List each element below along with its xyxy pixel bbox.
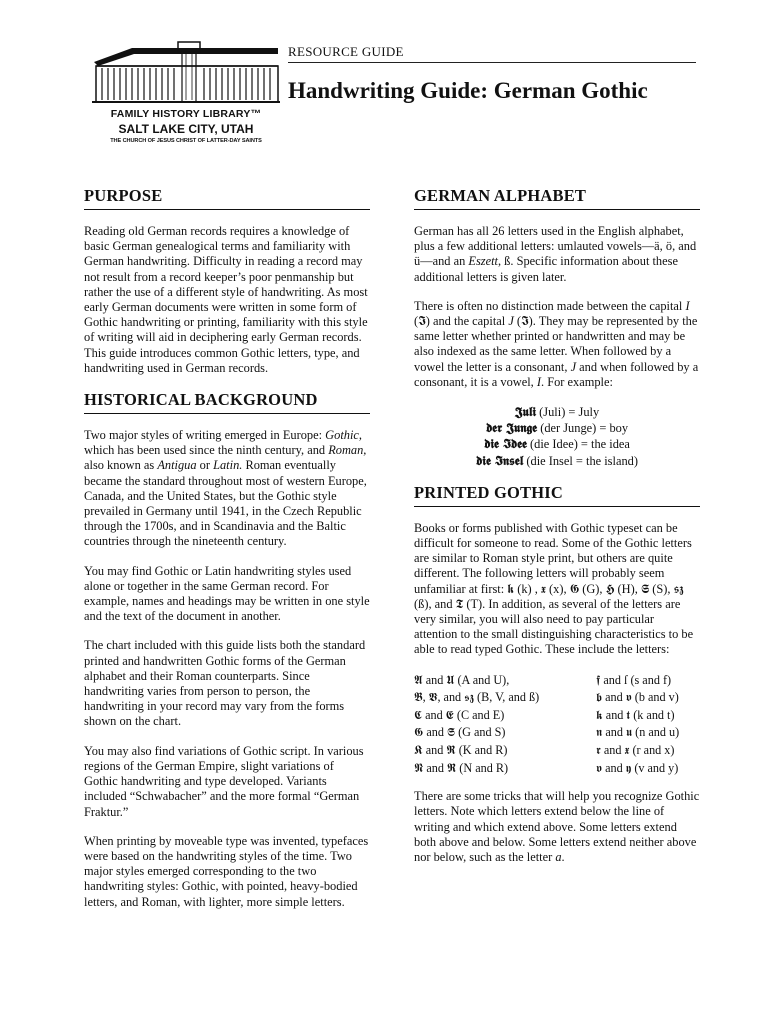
example-die-idee: 𝖉𝖎𝖊 𝕴𝖉𝖊𝖊 (die Idee) = the idea (484, 436, 630, 452)
letter-pair: 𝕭, 𝖁, and 𝖘𝖟 (B, V, and ß) (414, 690, 540, 705)
printed-gothic-paragraph-1: Books or forms published with Gothic typeset can be difficult for someone to read. Some of the Gothic letters are similar to Roman style print, but others are quite different. The following letters will probably seem unfamiliar at first: 𝖐 (k) , 𝖝 (x), 𝕲 (G), 𝕳 (H), 𝕾 (S), 𝖘𝖟 (ß), and 𝕿 (T). In addition, as several of the letters are very similar, you will also need to pay particular attention to the small distinguishing characteristics to be able to read typed Gothic. These include the letters: (414, 520, 694, 657)
historical-background-heading: HISTORICAL BACKGROUND (84, 390, 370, 414)
letter-pair: 𝖋 and ſ (s and f) (596, 672, 672, 687)
letter-pair: 𝕶 and 𝕽 (K and R) (414, 743, 508, 758)
german-alphabet-heading: GERMAN ALPHABET (414, 186, 700, 210)
left-column (84, 186, 370, 924)
letter-pair: 𝖇 and 𝖛 (b and v) (596, 690, 679, 705)
printed-gothic-heading: PRINTED GOTHIC (414, 483, 700, 507)
right-column (414, 186, 700, 879)
letter-pair: 𝕮 and 𝕰 (C and E) (414, 707, 505, 722)
letter-pair: 𝖗 and 𝖝 (r and x) (596, 743, 675, 758)
letter-pair: 𝖐 and 𝖙 (k and t) (596, 707, 675, 722)
historical-paragraph-3: The chart included with this guide lists both the standard printed and handwritten Gothic forms of the German alphabet and their Roman counterparts. Since handwriting varies from person to person, the handwriting in your record may vary from the forms shown on the chart. (84, 638, 366, 729)
example-die-insel: 𝖉𝖎𝖊 𝕴𝖓𝖘𝖊𝖑 (die Insel = the island) (476, 452, 638, 468)
historical-paragraph-4: You may also find variations of Gothic script. In various regions of the German Empire, slight variations of Gothic handwriting and type developed. Variants included “Schwabacher” and the more formal “German Fraktur.” (84, 743, 364, 819)
library-building-icon (92, 40, 280, 104)
historical-paragraph-2: You may find Gothic or Latin handwriting styles used alone or together in the same German record. For example, names and headings may be written in one style and the text of the document in another. (84, 563, 370, 624)
page-header (0, 0, 768, 160)
logo-location: SALT LAKE CITY, UTAH (118, 122, 254, 136)
example-juli: 𝕵𝖚𝖑𝖎 (Juli) = July (514, 404, 600, 420)
printed-gothic-paragraph-2: There are some tricks that will help you recognize Gothic letters. Note which letters extend below the line of writing and which extend above. Some letters extend both above and below. Some letters extend neither above nor below, such as the letter a. (414, 789, 700, 865)
alphabet-paragraph-1: German has all 26 letters used in the English alphabet, plus a few additional letters: umlauted vowels—ä, ö, and ü—and an Eszett, ß. Specific information about these additional letters is given later. (414, 224, 697, 284)
letter-pair: 𝕲 and 𝕾 (G and S) (414, 725, 506, 740)
gothic-examples (414, 404, 700, 469)
letter-pair: 𝖛 and 𝖞 (v and y) (596, 760, 679, 775)
letter-pair: 𝕬 and 𝖀 (A and U), (414, 672, 510, 687)
example-der-junge: 𝖉𝖊𝖗 𝕵𝖚𝖓𝖌𝖊 (der Junge) = boy (485, 420, 629, 436)
letter-pair: 𝖓 and 𝖚 (n and u) (596, 725, 680, 740)
header-divider (288, 62, 696, 63)
purpose-heading: PURPOSE (84, 186, 370, 210)
historical-paragraph-1: Two major styles of writing emerged in Europe: Gothic, which has been used since the ninth century, and Roman, also known as Antigua or Latin. Roman eventually became the standard throughout most of western Europe, Canada, and the United States, but the Gothic style prevailed in Germany until 1941, in the Czech Republic through the 1700s, and in Scandinavia and the Baltic countries through the nineteenth century. (84, 428, 367, 549)
alphabet-paragraph-2: There is often no distinction made between the capital I (𝕴) and the capital J (𝕴). They may be represented by the same letter whether printed or handwritten and may be also indexed as the same letter. When followed by a vowel the letter is a consonant, J and when followed by a consonant, it is a vowel, I. For example: (414, 298, 699, 389)
logo-church-name: THE CHURCH OF JESUS CHRIST OF LATTER-DAY SAINTS (110, 138, 262, 144)
page-title: Handwriting Guide: German Gothic (288, 78, 648, 103)
similar-letters-right (596, 672, 679, 778)
purpose-paragraph: Reading old German records requires a knowledge of basic German genealogical terms and familiarity with German handwriting. Difficulty in reading a record may not result from a record keeper’s poor penmanship but rather the use of a different style of handwriting. As most early German documents were written in some form of Gothic handwriting or printing, familiarity with this style of writing will aid in deciphering early German records. This guide introduces common Gothic letters, type, and handwriting used in German records. (84, 224, 368, 375)
letter-pair: 𝕹 and 𝕽 (N and R) (414, 760, 509, 775)
similar-letters-left (414, 672, 596, 778)
family-history-library-logo (86, 40, 286, 150)
similar-letters-table (414, 672, 700, 778)
resource-guide-label: RESOURCE GUIDE (288, 44, 404, 59)
historical-paragraph-5: When printing by moveable type was invented, typefaces were based on the handwriting styles of the time. Two major styles emerged corresponding to the two handwriting styles: Gothic, with pointed, heavy-bodied letters, and Roman, with lighter, more simple letters. (84, 833, 369, 909)
logo-library-name: FAMILY HISTORY LIBRARY™ (110, 108, 262, 120)
